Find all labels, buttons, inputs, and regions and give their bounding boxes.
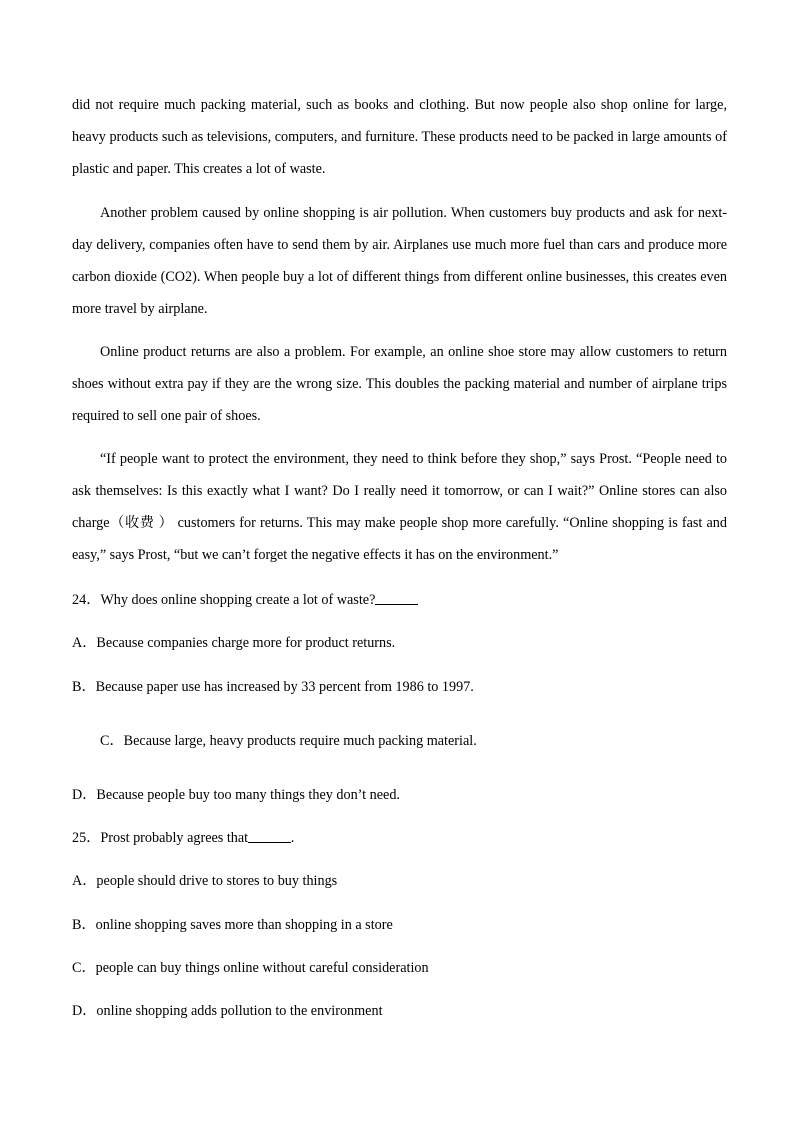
paragraph-line: more travel by airplane. xyxy=(72,301,208,317)
question-24-option-b: B．Because paper use has increased by 33 percent from 1986 to 1997. xyxy=(72,679,474,695)
answer-blank xyxy=(375,590,418,605)
paragraph-line: Another problem caused by online shopping is air pollution. When customers buy products and ask for next- xyxy=(100,205,727,221)
question-25-option-b: B．online shopping saves more than shopping in a store xyxy=(72,917,393,933)
paragraph-line: charge（收费 ） customers for returns. This may make people shop more carefully. “Online shopping is fast and xyxy=(72,515,727,531)
question-stem-end: . xyxy=(290,830,295,846)
question-24-option-c: C．Because large, heavy products require much packing material. xyxy=(100,733,477,749)
paragraph-line: Online product returns are also a problem. For example, an online shoe store may allow customers to return xyxy=(100,344,727,360)
passage-paragraph-1 xyxy=(72,89,727,185)
paragraph-line: required to sell one pair of shoes. xyxy=(72,408,261,424)
paragraph-line: day delivery, companies often have to send them by air. Airplanes use much more fuel than cars and produce more xyxy=(72,237,727,253)
question-stem-text: 24．Why does online shopping create a lot of waste? xyxy=(72,592,376,608)
paragraph-line: shoes without extra pay if they are the wrong size. This doubles the packing material and number of airplane trips xyxy=(72,376,727,392)
question-25-option-c: C．people can buy things online without careful consideration xyxy=(72,960,429,976)
question-24-option-a: A．Because companies charge more for product returns. xyxy=(72,635,396,651)
paragraph-line: easy,” says Prost, “but we can’t forget the negative effects it has on the environment.” xyxy=(72,547,559,563)
question-25-option-d: D．online shopping adds pollution to the environment xyxy=(72,1003,383,1019)
paragraph-line: “If people want to protect the environment, they need to think before they shop,” says Prost. “People need to xyxy=(100,451,727,467)
passage-paragraph-3 xyxy=(72,336,727,432)
paragraph-line: plastic and paper. This creates a lot of waste. xyxy=(72,161,326,177)
passage-paragraph-2 xyxy=(72,197,727,325)
question-24-option-d: D．Because people buy too many things they don’t need. xyxy=(72,787,400,803)
question-stem-text: 25．Prost probably agrees that xyxy=(72,830,249,846)
paragraph-line: heavy products such as televisions, computers, and furniture. These products need to be packed in large amounts of xyxy=(72,129,727,145)
question-24-stem xyxy=(72,590,418,610)
answer-blank xyxy=(248,828,291,843)
paragraph-line: ask themselves: Is this exactly what I want? Do I really need it tomorrow, or can I wait?” Online stores can also xyxy=(72,483,727,499)
question-25-stem xyxy=(72,828,294,848)
passage-paragraph-4 xyxy=(72,443,727,571)
question-25-option-a: A．people should drive to stores to buy things xyxy=(72,873,338,889)
paragraph-line: carbon dioxide (CO2). When people buy a lot of different things from different online businesses, this creates even xyxy=(72,269,727,285)
paragraph-line: did not require much packing material, such as books and clothing. But now people also shop online for large, xyxy=(72,97,727,113)
